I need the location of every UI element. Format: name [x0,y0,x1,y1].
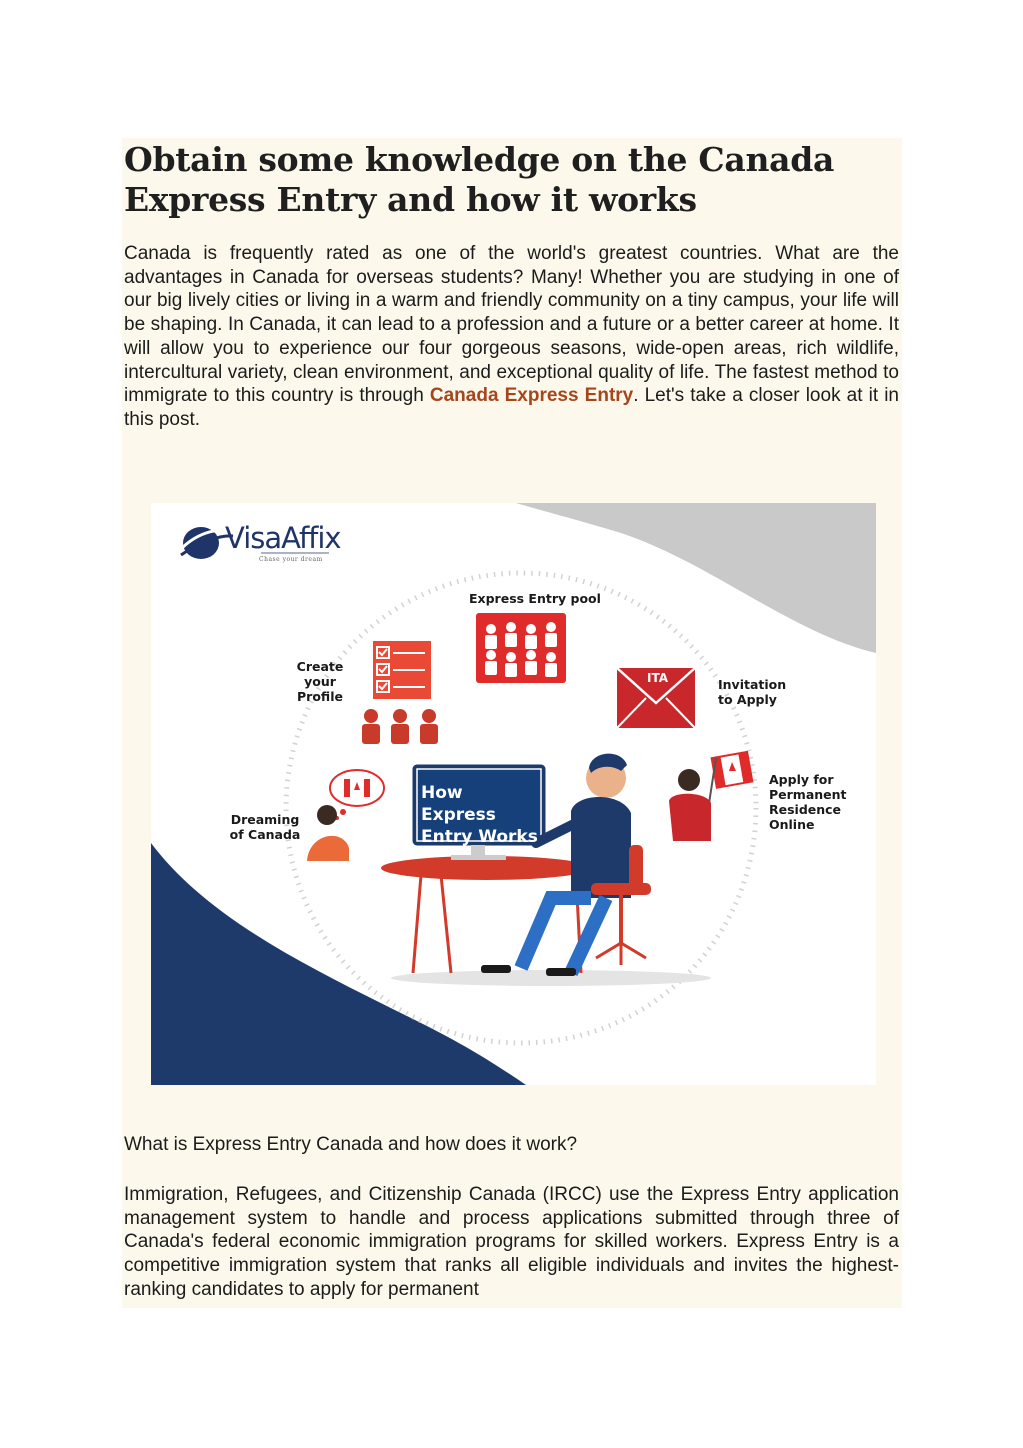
ita-label: ITA [647,671,669,685]
express-entry-infographic [151,503,876,1085]
body-paragraph: Immigration, Refugees, and Citizenship Canada (IRCC) use the Express Entry application management system to handle and process applications submitted through three of Canada's federal economic immigration programs for skilled workers. Express Entry is a competitive immigration system that ranks all eligible individuals and invites the highest-ranking candidates to apply for permanent [124,1184,899,1300]
visaaffix-logo-text: VisaAffix [225,521,341,555]
step-pool-label: Express Entry pool [469,591,601,606]
students-group-icon [362,709,438,744]
step-dreaming-label: Dreaming of Canada [229,812,301,842]
step-profile-label: Create your Profile [296,659,344,704]
monitor-title: How Express Entry Works [421,783,538,847]
step-apply-label: Apply for Permanent Residence Online [769,772,847,832]
article [122,138,902,1308]
intro-paragraph [124,242,899,432]
express-entry-pool-icon [476,613,566,683]
canada-express-entry-link[interactable]: Canada Express Entry [429,385,634,407]
logo-tagline: Chase your dream [259,556,323,563]
intro-end: . Let's take a closer look at it in this post. [124,385,899,430]
create-profile-checklist-icon [373,641,431,699]
step-invitation-label: Invitation to Apply [718,677,787,707]
person-with-canada-flag-icon [669,752,752,841]
intro-text: Canada is frequently rated as one of the world's greatest countries. What are the advantages in Canada for overseas students? Many! Whether you are studying in one of our big lively cities or living in a warm and friendly community on a tiny campus, your life will be shaping. In Canada, it can lead to a profession and a future or a better career at home. It will allow you to experience our four gorgeous seasons, wide-open areas, rich wildlife, intercultural variety, clean environment, and exceptional quality of life. The fastest method to immigrate to this country is through [124,243,899,407]
article-title: Obtain some knowledge on the Canada Express Entry and how it works [124,140,835,219]
dreaming-person-icon [307,770,384,861]
section-question: What is Express Entry Canada and how does it work? [124,1134,578,1155]
